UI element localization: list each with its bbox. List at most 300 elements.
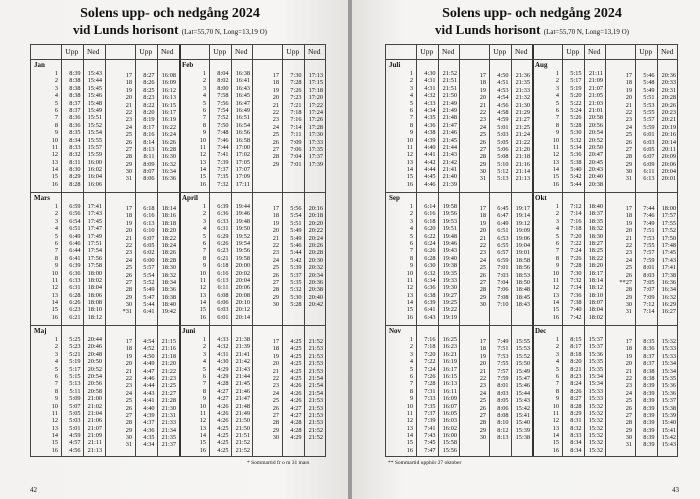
day-row — [386, 425, 459, 432]
sunset-time: 15:52 — [515, 352, 530, 360]
day-row — [31, 277, 104, 284]
sunset-time: 15:32 — [588, 446, 603, 454]
sunrise-time: 8:17 — [143, 123, 155, 131]
footnote: * Sommartid fr o m 31 mars — [247, 460, 310, 466]
day-block — [386, 336, 459, 454]
day-row — [31, 181, 104, 188]
sunrise-time: 5:21 — [69, 350, 81, 358]
sunset-time: 15:45 — [87, 84, 102, 92]
day-number: 5 — [202, 365, 206, 373]
day-number: 2 — [54, 343, 58, 351]
sunrise-time: 4:30 — [217, 358, 229, 366]
month-name: Aug — [535, 61, 548, 69]
day-row — [179, 343, 252, 350]
sunset-time: 21:43 — [235, 365, 250, 373]
sunrise-time: 5:49 — [143, 286, 155, 294]
sunrise-time: 5:26 — [570, 114, 582, 122]
sunrise-time: 5:13 — [497, 175, 509, 183]
sunset-time: 16:11 — [442, 387, 457, 395]
day-number: 23 — [625, 249, 632, 257]
day-number: 22 — [272, 374, 279, 382]
sunrise-time: 4:25 — [217, 432, 229, 440]
sunrise-time: 6:56 — [69, 210, 81, 218]
sunrise-time: 5:12 — [497, 168, 509, 176]
day-number: 11 — [51, 276, 58, 284]
sunrise-time: 5:28 — [290, 301, 302, 309]
day-number: 9 — [54, 129, 58, 137]
sunset-time: 19:33 — [442, 276, 457, 284]
sunrise-time: 7:57 — [497, 367, 509, 375]
sunset-time: 15:34 — [661, 360, 676, 368]
sunset-time: 20:30 — [308, 256, 323, 264]
sunset-time: 18:37 — [588, 210, 603, 218]
sunrise-time: 4:57 — [69, 439, 81, 447]
sunrise-time: 7:39 — [424, 417, 436, 425]
month-name: Mars — [34, 194, 50, 202]
sunset-time: 21:25 — [161, 382, 176, 390]
day-number: 29 — [272, 426, 279, 434]
sunset-time: 15:41 — [661, 426, 676, 434]
sunset-time: 17:52 — [661, 227, 676, 235]
day-row — [532, 439, 605, 446]
sunset-time: 16:02 — [87, 166, 102, 174]
sunset-time: 20:43 — [588, 166, 603, 174]
sunrise-time: 4:29 — [217, 365, 229, 373]
day-row — [386, 129, 459, 136]
day-row — [459, 368, 532, 375]
sunrise-time: 6:00 — [143, 256, 155, 264]
header-upp: Upp — [566, 47, 580, 56]
sunset-time: 16:56 — [235, 129, 250, 137]
sunrise-time: 4:59 — [69, 432, 81, 440]
sunset-time: 18:00 — [87, 269, 102, 277]
sunset-time: 19:40 — [442, 254, 457, 262]
sunrise-time: 7:47 — [424, 446, 436, 454]
day-number: 18 — [479, 79, 486, 87]
day-number: 19 — [625, 86, 632, 94]
sunset-time: 15:33 — [588, 395, 603, 403]
sunset-time: 18:53 — [515, 271, 530, 279]
day-row — [252, 264, 325, 271]
sunset-time: 21:53 — [308, 404, 323, 412]
sunrise-time: 5:40 — [570, 166, 582, 174]
day-row — [252, 427, 325, 434]
day-row — [105, 345, 178, 352]
day-row — [605, 153, 678, 160]
sunset-time: 18:30 — [588, 232, 603, 240]
day-row — [179, 77, 252, 84]
sunset-time: 15:57 — [87, 143, 102, 151]
day-number: 4 — [409, 92, 413, 100]
day-row — [105, 72, 178, 79]
sunset-time: 16:21 — [442, 350, 457, 358]
day-number: 1 — [555, 203, 559, 210]
day-number: *31 — [122, 308, 132, 316]
day-number: 27 — [625, 411, 632, 419]
sunset-time: 16:32 — [161, 160, 176, 168]
sunset-time: 21:07 — [87, 424, 102, 432]
day-row — [386, 380, 459, 387]
sunset-time: 20:47 — [588, 151, 603, 159]
day-row — [105, 397, 178, 404]
sunrise-time: 8:34 — [69, 136, 81, 144]
sunrise-time: 4:35 — [143, 434, 155, 442]
sunset-time: 21:16 — [515, 160, 530, 168]
sunset-time: 18:28 — [161, 256, 176, 264]
sunrise-time: 5:01 — [69, 424, 81, 432]
sunset-time: 20:28 — [308, 249, 323, 257]
day-number: 13 — [199, 158, 206, 166]
month-name: Maj — [34, 327, 47, 335]
day-number: 29 — [125, 160, 132, 168]
sunset-time: 21:39 — [235, 343, 250, 351]
day-row — [31, 403, 104, 410]
day-row — [386, 403, 459, 410]
sunset-time: 21:46 — [235, 387, 250, 395]
day-row — [179, 210, 252, 217]
day-row — [532, 159, 605, 166]
sunrise-time: 7:49 — [643, 219, 655, 227]
day-row — [252, 301, 325, 308]
day-number: 5 — [54, 365, 58, 373]
sunset-time: 17:51 — [87, 239, 102, 247]
day-number: 5 — [555, 99, 559, 107]
day-number: 15 — [552, 173, 559, 181]
sunset-time: 15:35 — [661, 374, 676, 382]
day-row — [459, 345, 532, 352]
sunrise-time: 5:51 — [643, 94, 655, 102]
sunrise-time: 7:45 — [424, 439, 436, 447]
day-row — [31, 77, 104, 84]
day-number: 17 — [125, 72, 132, 79]
day-number: 1 — [555, 336, 559, 343]
sunset-time: 16:34 — [161, 168, 176, 176]
day-row — [179, 284, 252, 291]
day-row — [386, 395, 459, 402]
sunset-time: 15:39 — [515, 426, 530, 434]
day-row — [179, 366, 252, 373]
day-row — [105, 249, 178, 256]
sunrise-time: 7:49 — [497, 338, 509, 345]
day-row — [179, 240, 252, 247]
day-row — [386, 159, 459, 166]
sunrise-time: 7:06 — [497, 286, 509, 294]
day-row — [252, 434, 325, 441]
sunrise-time: 6:18 — [143, 205, 155, 212]
sunset-time: 21:36 — [515, 72, 530, 79]
day-number: 28 — [125, 419, 132, 427]
sunrise-time: 7:30 — [570, 269, 582, 277]
sunset-time: 15:32 — [588, 409, 603, 417]
day-number: 31 — [125, 441, 132, 449]
day-number: 16 — [552, 446, 559, 454]
sunset-time: 21:13 — [515, 175, 530, 183]
sunrise-time: 7:38 — [570, 299, 582, 307]
sunset-time: 17:43 — [661, 256, 676, 264]
sunrise-time: 7:26 — [424, 372, 436, 380]
day-number: 1 — [202, 336, 206, 343]
day-row — [532, 425, 605, 432]
sunrise-time: 7:09 — [290, 138, 302, 146]
sunset-time: 21:20 — [161, 360, 176, 368]
sunset-time: 16:45 — [235, 92, 250, 100]
sunrise-time: 6:57 — [497, 249, 509, 257]
sunset-time: 20:24 — [308, 234, 323, 242]
sunrise-time: 4:25 — [217, 424, 229, 432]
day-number: 21 — [625, 367, 632, 375]
day-row — [252, 279, 325, 286]
day-number: 31 — [125, 175, 132, 183]
sunrise-time: 4:53 — [497, 86, 509, 94]
day-row — [605, 353, 678, 360]
month-name: April — [182, 194, 198, 202]
sunrise-time: 6:05 — [643, 145, 655, 153]
day-number: 26 — [125, 271, 132, 279]
header-ned: Ned — [661, 47, 674, 56]
sunrise-time: 4:40 — [424, 143, 436, 151]
sunrise-time: 5:56 — [290, 205, 302, 212]
day-row — [31, 210, 104, 217]
day-row — [105, 175, 178, 182]
sunrise-time: 5:01 — [497, 123, 509, 131]
day-block — [386, 70, 459, 188]
day-row — [459, 360, 532, 367]
day-row — [532, 255, 605, 262]
day-number: 17 — [272, 205, 279, 212]
day-row — [105, 131, 178, 138]
sunset-time: 17:55 — [661, 219, 676, 227]
sunset-time: 18:14 — [161, 205, 176, 212]
sunset-time: 21:06 — [87, 417, 102, 425]
day-row — [386, 262, 459, 269]
day-row — [31, 262, 104, 269]
day-number: 3 — [202, 84, 206, 92]
header-upp: Upp — [65, 47, 79, 56]
sunset-time: 21:33 — [161, 419, 176, 427]
day-number: 9 — [409, 395, 413, 403]
day-number: 18 — [125, 212, 132, 220]
day-row — [532, 203, 605, 210]
sunrise-time: 7:55 — [643, 241, 655, 249]
sunset-time: 20:46 — [87, 343, 102, 351]
sunset-time: 19:06 — [515, 234, 530, 242]
day-number: 19 — [272, 219, 279, 227]
sunrise-time: 6:59 — [497, 256, 509, 264]
sunset-time: 18:10 — [588, 291, 603, 299]
sunset-time: 20:21 — [661, 116, 676, 124]
sunset-time: 15:59 — [87, 151, 102, 159]
day-row — [386, 218, 459, 225]
sunset-time: 21:49 — [235, 409, 250, 417]
sunset-time: 15:36 — [588, 350, 603, 358]
page-title: Solens upp- och nedgång 2024 — [80, 6, 260, 21]
sunset-time: 15:49 — [87, 106, 102, 114]
day-row — [386, 210, 459, 217]
day-row — [605, 405, 678, 412]
sunset-time: 15:40 — [661, 419, 676, 427]
day-row — [605, 427, 678, 434]
day-row — [252, 153, 325, 160]
day-row — [532, 233, 605, 240]
sunrise-time: 4:26 — [290, 397, 302, 405]
day-row — [605, 375, 678, 382]
sunrise-time: 7:46 — [217, 136, 229, 144]
header-upp: Upp — [493, 47, 507, 56]
day-row — [31, 129, 104, 136]
sunrise-time: 5:49 — [643, 86, 655, 94]
sunset-time: 18:30 — [161, 264, 176, 272]
day-row — [179, 439, 252, 446]
sunset-time: 18:40 — [161, 301, 176, 309]
day-row — [179, 432, 252, 439]
month-name: Feb — [182, 61, 194, 69]
day-row — [105, 294, 178, 301]
day-row — [605, 131, 678, 138]
sunset-time: 15:43 — [87, 70, 102, 77]
header-upp: Upp — [139, 47, 153, 56]
day-number: 7 — [54, 114, 58, 122]
sunset-time: 17:00 — [235, 143, 250, 151]
sunset-time: 17:20 — [308, 94, 323, 102]
day-row — [532, 270, 605, 277]
day-row — [179, 351, 252, 358]
sunrise-time: 5:54 — [290, 212, 302, 220]
sunset-time: 18:20 — [161, 227, 176, 235]
day-row — [179, 247, 252, 254]
day-row — [179, 255, 252, 262]
sunset-time: 20:14 — [661, 138, 676, 146]
day-number: 2 — [202, 77, 206, 85]
day-row — [105, 242, 178, 249]
day-number: 27 — [125, 411, 132, 419]
sunset-time: 17:47 — [87, 225, 102, 233]
day-number: 23 — [272, 116, 279, 124]
day-number: 20 — [125, 227, 132, 235]
day-row — [532, 366, 605, 373]
day-number: 27 — [125, 278, 132, 286]
sunrise-time: 7:59 — [497, 374, 509, 382]
sunset-time: 16:29 — [661, 301, 676, 309]
subtitle-text: vid Lunds horisont — [72, 22, 179, 37]
day-row — [605, 205, 678, 212]
day-row — [105, 139, 178, 146]
sunrise-time: 7:08 — [497, 293, 509, 301]
sunset-time: 20:56 — [588, 121, 603, 129]
day-number: 11 — [552, 276, 559, 284]
day-row — [459, 242, 532, 249]
day-row — [532, 284, 605, 291]
sunset-time: 21:37 — [161, 441, 176, 449]
day-number: 23 — [625, 382, 632, 390]
day-row — [386, 447, 459, 454]
day-number: 14 — [199, 432, 206, 440]
sunrise-time: 5:38 — [570, 158, 582, 166]
day-number: 30 — [625, 168, 632, 176]
day-row — [459, 397, 532, 404]
day-number: 21 — [479, 101, 486, 109]
day-row — [252, 124, 325, 131]
day-number: 4 — [409, 358, 413, 366]
day-number: 10 — [552, 136, 559, 144]
sunset-time: 21:51 — [442, 84, 457, 92]
sunset-time: 20:16 — [308, 205, 323, 212]
sunset-time: 21:49 — [442, 99, 457, 107]
sunset-time: 21:44 — [442, 143, 457, 151]
day-row — [105, 405, 178, 412]
sunset-time: 17:24 — [308, 108, 323, 116]
day-number: 1 — [409, 70, 413, 77]
sunset-time: 15:43 — [515, 397, 530, 405]
sunrise-time: 8:38 — [643, 367, 655, 375]
sunset-time: 18:18 — [161, 219, 176, 227]
day-row — [532, 225, 605, 232]
day-number: 19 — [272, 352, 279, 360]
day-row — [386, 85, 459, 92]
sunset-time: 15:34 — [661, 367, 676, 375]
day-number: 29 — [479, 426, 486, 434]
day-row — [31, 166, 104, 173]
day-row — [105, 212, 178, 219]
day-number: 25 — [272, 397, 279, 405]
sunrise-time: 8:00 — [217, 84, 229, 92]
sunset-time: 20:18 — [308, 212, 323, 220]
day-row — [31, 358, 104, 365]
day-number: 24 — [125, 389, 132, 397]
day-number: 28 — [625, 286, 632, 294]
sunrise-time: 4:29 — [217, 372, 229, 380]
day-row — [105, 382, 178, 389]
day-row — [179, 218, 252, 225]
sunset-time: 18:50 — [515, 278, 530, 286]
day-block — [31, 203, 104, 321]
sunrise-time: 6:43 — [424, 313, 436, 321]
sunrise-time: 8:29 — [570, 409, 582, 417]
sunrise-time: 5:52 — [143, 278, 155, 286]
day-number: 7 — [409, 114, 413, 122]
day-number: 14 — [199, 299, 206, 307]
sunrise-time: 6:16 — [217, 269, 229, 277]
sunrise-time: 4:26 — [217, 417, 229, 425]
sunrise-time: 7:22 — [424, 358, 436, 366]
day-number: 5 — [409, 365, 413, 373]
sunset-time: 21:54 — [308, 374, 323, 382]
day-block — [179, 336, 252, 454]
day-row — [459, 249, 532, 256]
day-number: 24 — [625, 256, 632, 264]
sunrise-time: 4:47 — [143, 367, 155, 375]
sunrise-time: 4:31 — [424, 84, 436, 92]
sunrise-time: 8:38 — [69, 84, 81, 92]
day-number: 15 — [51, 306, 58, 314]
day-number: 29 — [479, 160, 486, 168]
day-row — [252, 102, 325, 109]
day-number: 18 — [272, 212, 279, 220]
sunset-time: 15:49 — [515, 367, 530, 375]
sunset-time: 20:11 — [661, 145, 676, 153]
sunset-time: 17:26 — [308, 116, 323, 124]
day-row — [386, 292, 459, 299]
coordinates-text: (Lat=55,70 N, Long=13,19 O) — [181, 28, 268, 36]
day-number: 10 — [51, 269, 58, 277]
sunset-time: 18:32 — [588, 225, 603, 233]
sunset-time: 15:32 — [588, 424, 603, 432]
day-row — [605, 368, 678, 375]
day-number: 14 — [199, 166, 206, 174]
day-number: 16 — [51, 446, 58, 454]
day-number: 11 — [199, 143, 206, 151]
day-row — [386, 388, 459, 395]
month-name: Sep — [389, 194, 400, 202]
